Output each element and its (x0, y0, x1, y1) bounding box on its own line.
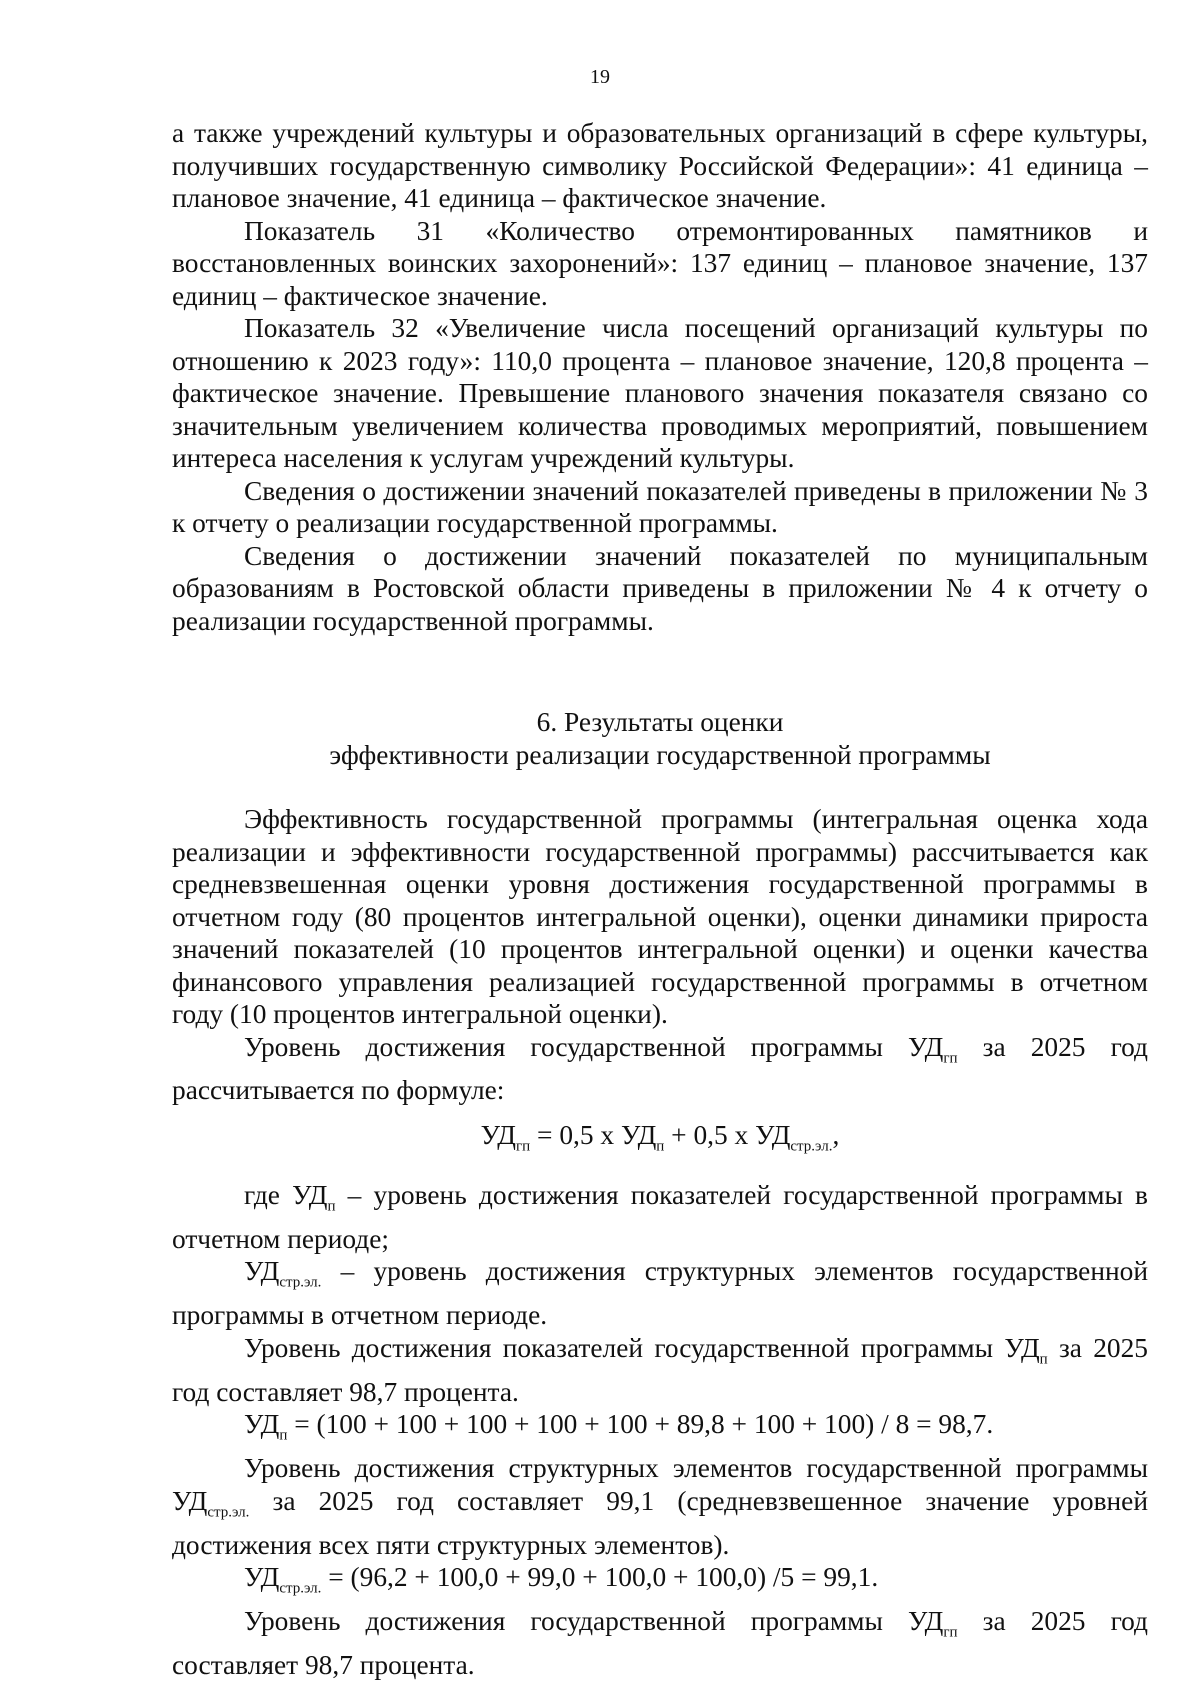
text-fragment: УД (172, 1485, 208, 1516)
paragraph-definition-udp (172, 1179, 1148, 1255)
paragraph-appendix-4: Сведения о достижении значений показателей по муниципальным образованиям в Ростовской области приведены в приложении № 4 к отчету о реализации государственной программы. (172, 540, 1148, 636)
text-fragment: Уровень достижения государственной программы УД (244, 1031, 944, 1062)
section-heading-line-2: эффективности реализации государственной программы (329, 739, 991, 770)
text-fragment: – уровень достижения структурных элементов государственной программы в отчетном периоде. (172, 1256, 1148, 1331)
page-number: 19 (590, 66, 610, 88)
subscript-p: п (327, 1198, 336, 1215)
text-fragment: за 2025 год рассчитывается по формуле: (172, 1031, 1148, 1106)
text-fragment: Уровень достижения структурных элементов государственной программы (244, 1453, 1148, 1484)
text-fragment: за 2025 год составляет 98,7 процента. (172, 1332, 1148, 1407)
paragraph-definition-udstr (172, 1255, 1148, 1331)
text-fragment: = (96,2 + 100,0 + 99,0 + 100,0 + 100,0) /5 = 99,1. (321, 1562, 879, 1593)
paragraph-indicator-31: Показатель 31 «Количество отремонтированных памятников и восстановленных воинских захоронений»: 137 единиц – плановое значение, 137 единиц – фактическое значение. (172, 215, 1148, 311)
subscript-str: стр.эл. (790, 1138, 833, 1155)
formula-part: + 0,5 х УД (664, 1119, 791, 1150)
subscript-p: п (656, 1138, 665, 1155)
section-heading (172, 706, 1148, 771)
text-fragment: Уровень достижения показателей государственной программы УД (244, 1332, 1040, 1363)
section-body (172, 803, 1148, 1682)
subscript-p: п (279, 1427, 288, 1444)
paragraph-indicator-32: Показатель 32 «Увеличение числа посещений организаций культуры по отношению к 2023 году»: 110,0 процента – плановое значение, 120,8 процента – фактическое значение. Превышение планового значения показателя связано со значительным увеличением количества проводимых мероприятий, повышением интереса населения к услугам учреждений культуры. (172, 313, 1148, 473)
formula-part: УД (480, 1119, 516, 1150)
paragraph-indicators-level (172, 1332, 1148, 1408)
subscript-gp: гп (515, 1138, 531, 1155)
section-heading-line-1: 6. Результаты оценки (536, 707, 784, 737)
formula (172, 1119, 1148, 1163)
calculation-udstr (172, 1561, 1148, 1605)
subscript-gp: гп (943, 1624, 958, 1641)
paragraph-appendix-3: Сведения о достижении значений показателей приведены в приложении № 3 к отчету о реализации государственной программы. (172, 475, 1148, 538)
top-text-block (172, 117, 1148, 637)
text-fragment: УД (244, 1256, 280, 1287)
text-fragment: УД (244, 1562, 280, 1593)
text-fragment: – уровень достижения показателей государственной программы в отчетном периоде; (172, 1179, 1148, 1254)
subscript-str: стр.эл. (207, 1504, 250, 1521)
text-fragment: = (100 + 100 + 100 + 100 + 100 + 89,8 + 100 + 100) / 8 = 98,7. (287, 1409, 994, 1440)
text-fragment: где УД (244, 1179, 328, 1210)
formula-part: , (832, 1119, 840, 1150)
paragraph-structural-level (172, 1452, 1148, 1561)
paragraph-program-level (172, 1605, 1148, 1681)
subscript-p: п (1039, 1351, 1048, 1368)
text-fragment: Уровень достижения государственной программы УД (244, 1606, 944, 1637)
subscript-str: стр.эл. (279, 1580, 322, 1597)
text-fragment: УД (244, 1409, 280, 1440)
paragraph-efficiency: Эффективность государственной программы (интегральная оценка хода реализации и эффективности государственной программы) рассчитывается как средневзвешенная оценки уровня достижения государственной программы в отчетном году (80 процентов интегральной оценки), оценки динамики прироста значений показателей (10 процентов интегральной оценки) и оценки качества финансового управления реализацией государственной программы в отчетном году (10 процентов интегральной оценки). (172, 804, 1148, 1029)
paragraph-level-formula-intro (172, 1031, 1148, 1107)
formula-part: = 0,5 х УД (530, 1119, 657, 1150)
text-fragment: за 2025 год составляет 99,1 (средневзвешенное значение уровней достижения всех пяти структурных элементов). (172, 1485, 1148, 1560)
calculation-udp (172, 1408, 1148, 1452)
paragraph-continuation: а также учреждений культуры и образовательных организаций в сфере культуры, получивших государственную символику Российской Федерации»: 41 единица – плановое значение, 41 единица – фактическое значение. (172, 118, 1148, 213)
subscript-str: стр.эл. (279, 1274, 322, 1291)
subscript-gp: гп (943, 1049, 958, 1066)
text-fragment: за 2025 год составляет 98,7 процента. (172, 1606, 1148, 1681)
